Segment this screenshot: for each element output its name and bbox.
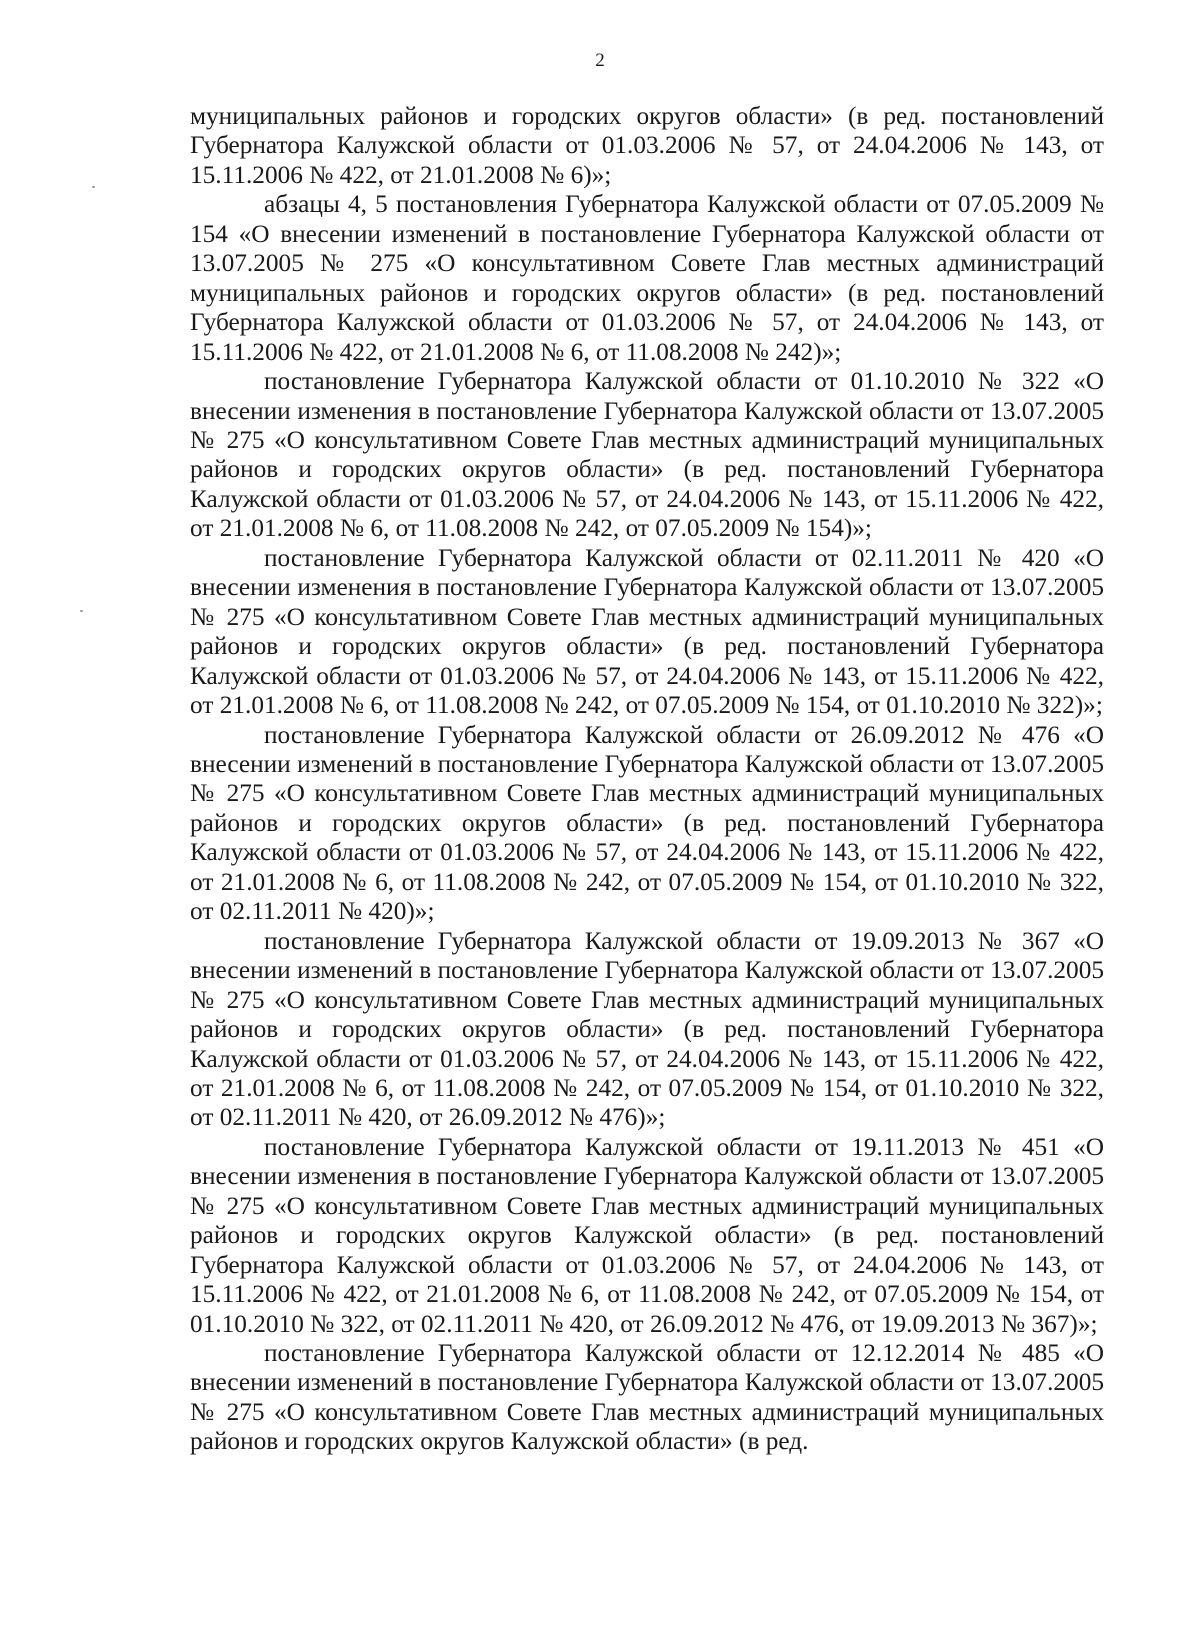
scan-speck (80, 610, 83, 612)
paragraph-postanovlenie-485: постановление Губернатора Калужской области от 12.12.2014 № 485 «О внесении изменений в постановление Губернатора Калужской области от 13.07.2005 № 275 «О консультативном Совете Глав местных администраций муниципальных районов и городских округов Калужской области» (в ред. (190, 1339, 1104, 1456)
paragraph-abzatsy-154: абзацы 4, 5 постановления Губернатора Калужской области от 07.05.2009 № 154 «О внесении изменений в постановление Губернатора Калужской области от 13.07.2005 № 275 «О консультативном Совете Глав местных администраций муниципальных районов и городских округов области» (в ред. постановлений Губернатора Калужской области от 01.03.2006 № 57, от 24.04.2006 № 143, от 15.11.2006 № 422, от 21.01.2008 № 6, от 11.08.2008 № 242)»; (190, 190, 1104, 366)
paragraph-postanovlenie-451: постановление Губернатора Калужской области от 19.11.2013 № 451 «О внесении изменения в постановление Губернатора Калужской области от 13.07.2005 № 275 «О консультативном Совете Глав местных администраций муниципальных районов и городских округов Калужской области» (в ред. постановлений Губернатора Калужской области от 01.03.2006 № 57, от 24.04.2006 № 143, от 15.11.2006 № 422, от 21.01.2008 № 6, от 11.08.2008 № 242, от 07.05.2009 № 154, от 01.10.2010 № 322, от 02.11.2011 № 420, от 26.09.2012 № 476, от 19.09.2013 № 367)»; (190, 1132, 1104, 1338)
page-number: 2 (595, 50, 605, 71)
paragraph-postanovlenie-420: постановление Губернатора Калужской области от 02.11.2011 № 420 «О внесении изменения в постановление Губернатора Калужской области от 13.07.2005 № 275 «О консультативном Совете Глав местных администраций муниципальных районов и городских округов области» (в ред. постановлений Губернатора Калужской области от 01.03.2006 № 57, от 24.04.2006 № 143, от 15.11.2006 № 422, от 21.01.2008 № 6, от 11.08.2008 № 242, от 07.05.2009 № 154, от 01.10.2010 № 322)»; (190, 543, 1104, 720)
paragraph-postanovlenie-322: постановление Губернатора Калужской области от 01.10.2010 № 322 «О внесении изменения в постановление Губернатора Калужской области от 13.07.2005 № 275 «О консультативном Совете Глав местных администраций муниципальных районов и городских округов области» (в ред. постановлений Губернатора Калужской области от 01.03.2006 № 57, от 24.04.2006 № 143, от 15.11.2006 № 422, от 21.01.2008 № 6, от 11.08.2008 № 242, от 07.05.2009 № 154)»; (190, 367, 1104, 543)
scan-speck (92, 186, 95, 188)
paragraph-continuation: муниципальных районов и городских округов области» (в ред. постановлений Губернатора Калужской области от 01.03.2006 № 57, от 24.04.2006 № 143, от 15.11.2006 № 422, от 21.01.2008 № 6)»; (190, 102, 1104, 189)
paragraph-postanovlenie-367: постановление Губернатора Калужской области от 19.09.2013 № 367 «О внесении изменений в постановление Губернатора Калужской области от 13.07.2005 № 275 «О консультативном Совете Глав местных администраций муниципальных районов и городских округов области» (в ред. постановлений Губернатора Калужской области от 01.03.2006 № 57, от 24.04.2006 № 143, от 15.11.2006 № 422, от 21.01.2008 № 6, от 11.08.2008 № 242, от 07.05.2009 № 154, от 01.10.2010 № 322, от 02.11.2011 № 420, от 26.09.2012 № 476)»; (190, 926, 1104, 1132)
paragraph-postanovlenie-476: постановление Губернатора Калужской области от 26.09.2012 № 476 «О внесении изменений в постановление Губернатора Калужской области от 13.07.2005 № 275 «О консультативном Совете Глав местных администраций муниципальных районов и городских округов области» (в ред. постановлений Губернатора Калужской области от 01.03.2006 № 57, от 24.04.2006 № 143, от 15.11.2006 № 422, от 21.01.2008 № 6, от 11.08.2008 № 242, от 07.05.2009 № 154, от 01.10.2010 № 322, от 02.11.2011 № 420)»; (190, 720, 1104, 926)
document-body (190, 102, 1104, 1457)
